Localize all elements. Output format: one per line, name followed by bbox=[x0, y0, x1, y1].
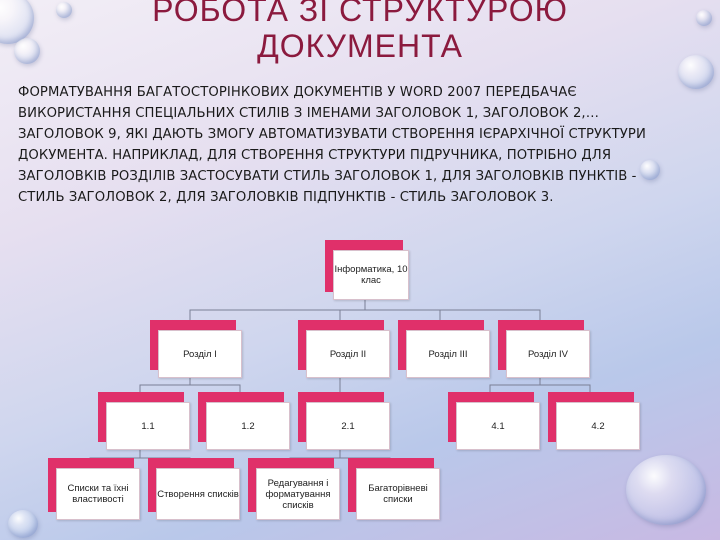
diagram-node-subitem bbox=[148, 458, 238, 520]
body-line: ФОРМАТУВАННЯ БАГАТОСТОРІНКОВИХ ДОКУМЕНТІВ У WORD 2007 ПЕРЕДБАЧАЄ bbox=[18, 85, 577, 100]
diagram-node-item bbox=[298, 392, 388, 450]
body-line: СТИЛЬ ЗАГОЛОВОК 2, ДЛЯ ЗАГОЛОВКІВ ПІДПУНКТІВ - СТИЛЬ ЗАГОЛОВОК 3. bbox=[18, 190, 554, 205]
slide-title-line-1: РОБОТА ЗІ СТРУКТУРОЮ bbox=[152, 0, 568, 28]
node-label: 2.1 bbox=[341, 420, 355, 432]
diagram-node-section bbox=[298, 320, 388, 378]
node-label: 1.2 bbox=[241, 420, 255, 432]
node-label: Розділ I bbox=[183, 348, 217, 360]
slide-title-line-2: ДОКУМЕНТА bbox=[257, 28, 463, 64]
node-label: Списки та їхні властивості bbox=[67, 483, 129, 505]
diagram-node-section bbox=[150, 320, 240, 378]
body-line: ЗАГОЛОВОК 9, ЯКІ ДАЮТЬ ЗМОГУ АВТОМАТИЗУВАТИ СТВОРЕННЯ ІЄРАРХІЧНОЇ СТРУКТУРИ bbox=[18, 127, 646, 142]
diagram-node-item bbox=[548, 392, 638, 450]
diagram-node-subitem bbox=[48, 458, 138, 520]
node-label: Редагування і форматування списків bbox=[265, 477, 331, 511]
node-label: 4.2 bbox=[591, 420, 605, 432]
node-label: 1.1 bbox=[141, 420, 155, 432]
diagram-node-item bbox=[98, 392, 188, 450]
node-label: Розділ II bbox=[329, 348, 367, 360]
body-line: ДОКУМЕНТА. НАПРИКЛАД, ДЛЯ СТВОРЕННЯ СТРУКТУРИ ПІДРУЧНИКА, ПОТРІБНО ДЛЯ bbox=[18, 148, 612, 163]
node-label: 4.1 bbox=[491, 420, 505, 432]
diagram-node-item bbox=[198, 392, 288, 450]
diagram-node-section bbox=[498, 320, 588, 378]
diagram-node-subitem bbox=[348, 458, 438, 520]
body-line: ЗАГОЛОВКІВ РОЗДІЛІВ ЗАСТОСУВАТИ СТИЛЬ ЗАГОЛОВОК 1, ДЛЯ ЗАГОЛОВКІВ ПУНКТІВ - bbox=[18, 169, 637, 184]
node-label: Інформатика, 10 клас bbox=[334, 264, 408, 286]
diagram-node-section bbox=[398, 320, 488, 378]
diagram-node-root bbox=[325, 240, 407, 300]
node-label: Розділ IV bbox=[527, 348, 569, 360]
node-label: Розділ III bbox=[428, 348, 468, 360]
node-label: Багаторівневі списки bbox=[368, 483, 428, 505]
diagram-node-item bbox=[448, 392, 538, 450]
node-label: Створення списків bbox=[157, 488, 239, 500]
diagram-node-subitem bbox=[248, 458, 338, 520]
body-line: ВИКОРИСТАННЯ СПЕЦІАЛЬНИХ СТИЛІВ З ІМЕНАМИ ЗАГОЛОВОК 1, ЗАГОЛОВОК 2,… bbox=[18, 106, 600, 121]
